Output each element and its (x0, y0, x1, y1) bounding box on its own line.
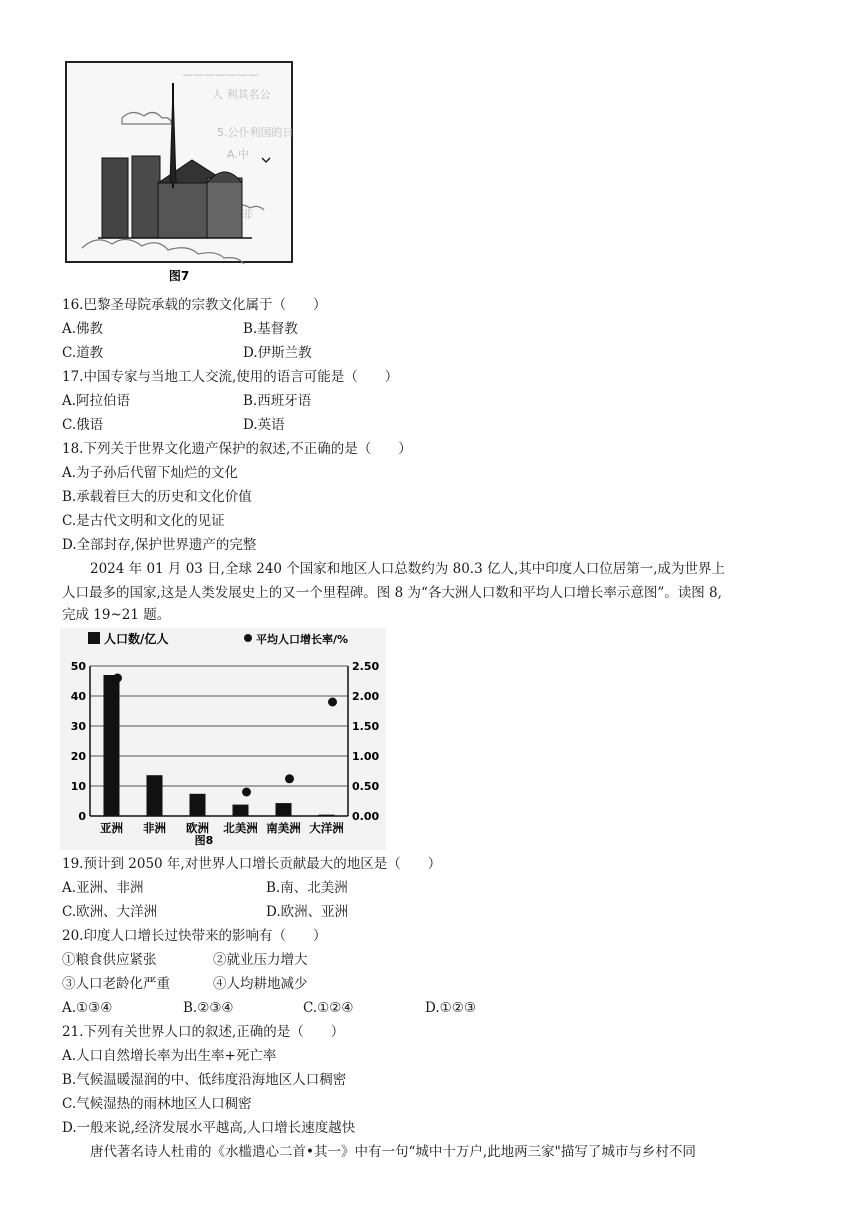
continent-label: 亚洲 (100, 821, 123, 835)
svg-text:5.公仆利国的日: 5.公仆利国的日 (217, 126, 294, 139)
left-tick-label: 30 (70, 720, 86, 733)
continent-label: 南美洲 (266, 821, 301, 835)
q18-option-a[interactable]: A.为子孙后代留下灿烂的文化 (62, 465, 239, 481)
legend-bar-label: 人口数/亿人 (104, 632, 169, 646)
growth-point (285, 774, 294, 783)
q21-option-c[interactable]: C.气候湿热的雨林地区人口稠密 (62, 1096, 252, 1112)
q20-option-c[interactable]: C.①②④ (303, 1000, 354, 1016)
left-tick-label: 40 (70, 690, 86, 703)
svg-text:———————: ——————— (182, 68, 259, 81)
figure8-caption: 图8 (194, 834, 214, 847)
population-bar (104, 675, 120, 816)
right-tick-label: 1.50 (352, 720, 380, 733)
q20-stem: 20.印度人口增长过快带来的影响有（ ） (62, 928, 327, 944)
q20-statement-4: ④人均耕地减少 (213, 976, 308, 992)
q16-option-b[interactable]: B.基督教 (243, 321, 298, 337)
svg-text:A.中: A.中 (227, 148, 249, 161)
left-tick-label: 0 (78, 810, 86, 823)
q20-statement-2: ②就业压力增大 (213, 952, 308, 968)
passage-line-1: 2024 年 01 月 03 日,全球 240 个国家和地区人口总数约为 80.3 亿人,其中印度人口位居第一,成为世界上 (90, 561, 726, 577)
q17-stem: 17.中国专家与当地工人交流,使用的语言可能是（ ） (62, 369, 399, 385)
population-bar (276, 803, 292, 816)
q21-option-b[interactable]: B.气候温暖湿润的中、低纬度沿海地区人口稠密 (62, 1072, 347, 1088)
q19-option-d[interactable]: D.欧洲、亚洲 (266, 904, 349, 920)
population-bar (147, 775, 163, 816)
q17-option-a[interactable]: A.阿拉伯语 (62, 393, 131, 409)
q17-option-b[interactable]: B.西班牙语 (243, 393, 312, 409)
q19-option-a[interactable]: A.亚洲、非洲 (62, 880, 144, 896)
passage-line-3: 完成 19~21 题。 (62, 607, 171, 623)
population-bar (319, 815, 335, 816)
population-chart (60, 628, 386, 850)
notre-dame-figure (62, 58, 296, 286)
q18-option-c[interactable]: C.是古代文明和文化的见证 (62, 513, 225, 529)
q18-option-d[interactable]: D.全部封存,保护世界遗产的完整 (62, 537, 257, 553)
q16-stem: 16.巴黎圣母院承载的宗教文化属于（ ） (62, 297, 327, 313)
population-bar (190, 794, 206, 816)
left-tick-label: 10 (70, 780, 86, 793)
legend-point-label: 平均人口增长率/% (256, 633, 349, 646)
q21-stem: 21.下列有关世界人口的叙述,正确的是（ ） (62, 1024, 345, 1040)
svg-text:非: 非 (242, 208, 253, 221)
q18-stem: 18.下列关于世界文化遗产保护的叙述,不正确的是（ ） (62, 441, 412, 457)
tail-passage: 唐代著名诗人杜甫的《水槛遣心二首•其一》中有一句“城中十万户,此地两三家"描写了城市与乡村不同 (90, 1144, 696, 1160)
q20-option-a[interactable]: A.①③④ (62, 1000, 113, 1016)
right-tick-label: 2.00 (352, 690, 380, 703)
growth-point (242, 788, 251, 797)
q20-option-d[interactable]: D.①②③ (425, 1000, 476, 1016)
q16-option-c[interactable]: C.道教 (62, 345, 104, 361)
continent-label: 大洋洲 (309, 821, 344, 835)
q16-option-d[interactable]: D.伊斯兰教 (243, 345, 312, 361)
figure7-caption: 图7 (168, 269, 190, 283)
growth-point (113, 674, 122, 683)
legend-point-swatch (244, 634, 252, 642)
q18-option-b[interactable]: B.承载着巨大的历史和文化价值 (62, 489, 252, 505)
q16-option-a[interactable]: A.佛教 (62, 321, 104, 337)
right-tick-label: 1.00 (352, 750, 380, 763)
left-tick-label: 50 (70, 660, 86, 673)
population-bar (233, 805, 249, 816)
q19-option-c[interactable]: C.欧洲、大洋洲 (62, 904, 158, 920)
right-tick-label: 0.50 (352, 780, 380, 793)
continent-label: 非洲 (143, 821, 166, 835)
passage-line-2: 人口最多的国家,这是人类发展史上的又一个里程碑。图 8 为“各大洲人口数和平均人口增长率示意图”。读图 8, (62, 585, 722, 601)
q21-option-a[interactable]: A.人口自然增长率为出生率+死亡率 (62, 1048, 277, 1064)
right-tick-label: 0.00 (352, 810, 380, 823)
left-tick-label: 20 (70, 750, 86, 763)
q21-option-d[interactable]: D.一般来说,经济发展水平越高,人口增长速度越快 (62, 1120, 356, 1136)
q17-option-c[interactable]: C.俄语 (62, 417, 104, 433)
q17-option-d[interactable]: D.英语 (243, 417, 285, 433)
growth-point (328, 698, 337, 707)
q20-option-b[interactable]: B.②③④ (183, 1000, 234, 1016)
legend-bar-swatch (88, 632, 100, 644)
q19-stem: 19.预计到 2050 年,对世界人口增长贡献最大的地区是（ ） (62, 856, 442, 872)
svg-text:人 利其名公: 人 利其名公 (212, 88, 271, 101)
q20-statement-3: ③人口老龄化严重 (62, 976, 170, 992)
continent-label: 欧洲 (186, 821, 209, 835)
continent-label: 北美洲 (223, 821, 258, 835)
q19-option-b[interactable]: B.南、北美洲 (266, 880, 348, 896)
right-tick-label: 2.50 (352, 660, 380, 673)
q20-statement-1: ①粮食供应紧张 (62, 952, 157, 968)
